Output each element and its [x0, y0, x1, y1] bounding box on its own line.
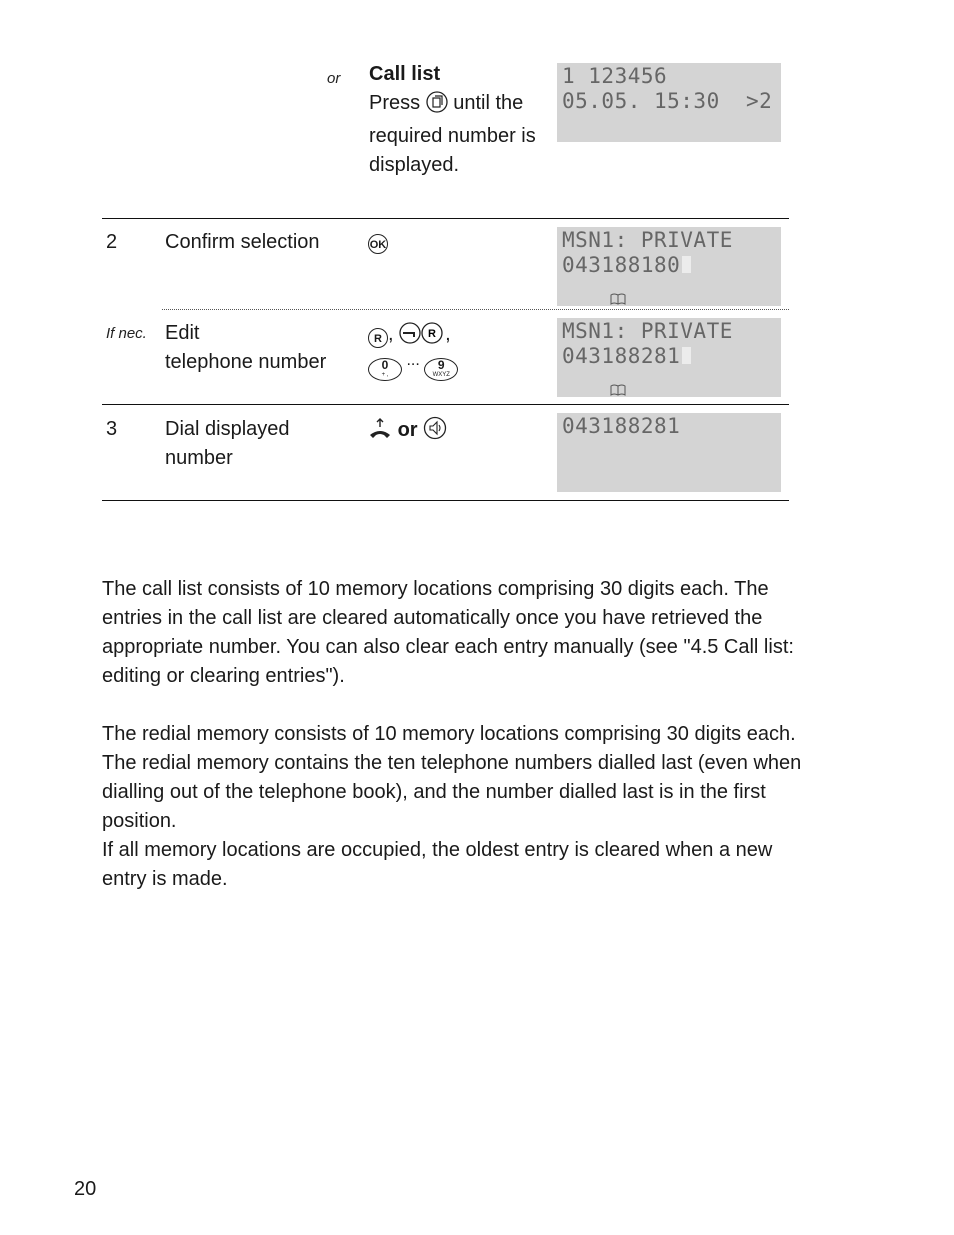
- phonebook-icon: [610, 376, 626, 402]
- step-number-3: 3: [106, 418, 118, 440]
- display-line-2: 043188180: [562, 252, 691, 278]
- dial-keys: [368, 416, 447, 449]
- if-nec-note: If nec.: [106, 325, 147, 342]
- redial-paragraph: [102, 720, 802, 894]
- cursor: [682, 256, 691, 273]
- paragraph-redial-1: The redial memory consists of 10 memory locations comprising 30 digits each.: [102, 723, 796, 745]
- press-text: Press: [369, 92, 421, 114]
- display-line-1: 1 123456: [562, 64, 668, 88]
- table-rule-dotted: [162, 309, 789, 310]
- phonebook-icon: [610, 285, 626, 311]
- key-9-icon: 9 WXYZ: [424, 358, 458, 381]
- display-call-list: [557, 63, 781, 142]
- cursor: [682, 347, 691, 364]
- scroll-key-icon: [426, 91, 448, 122]
- confirm-selection-label: Confirm selection: [165, 231, 320, 253]
- until-text: until the: [453, 92, 524, 114]
- or-word: or: [397, 419, 418, 441]
- comma: ,: [388, 323, 394, 345]
- handset-lift-icon: [368, 418, 392, 449]
- edit-label: Edit: [165, 322, 200, 344]
- edit-keys: [368, 320, 558, 353]
- display-line-2: 05.05. 15:30 >2: [562, 89, 773, 113]
- paragraph-redial-2: The redial memory contains the ten telephone numbers dialled last (even when dialling out of the telephone book), and the number dialled last is in the first position.: [102, 752, 802, 832]
- flash-r-key-icon: [399, 322, 445, 353]
- display-line-1: MSN1: PRIVATE: [562, 228, 733, 252]
- r-key-icon: R: [368, 328, 388, 348]
- digit-keys: [368, 352, 558, 381]
- page-number: 20: [74, 1178, 97, 1200]
- display-line-1: 043188281: [562, 414, 681, 438]
- or-label: or: [327, 70, 341, 87]
- call-list-paragraph: [102, 575, 802, 691]
- telephone-number-label: telephone number: [165, 351, 327, 373]
- comma: ,: [445, 323, 451, 345]
- dial-displayed-label: Dial displayed: [165, 418, 290, 440]
- ok-key-icon: OK: [368, 233, 388, 254]
- paragraph-call-list: The call list consists of 10 memory locations comprising 30 digits each. The entries in the call list are cleared automatically once you have retrieved the appropriate number. You can also clear each entry manually (see "4.5 Call list: editing or clearing entries").: [102, 578, 794, 687]
- key-0-icon: 0 + ,: [368, 358, 402, 381]
- paragraph-redial-3: If all memory locations are occupied, the oldest entry is cleared when a new entry is made.: [102, 839, 773, 890]
- call-list-line2: required number is: [369, 125, 536, 147]
- display-line-1: MSN1: PRIVATE: [562, 319, 733, 343]
- call-list-line3: displayed.: [369, 154, 460, 176]
- table-rule-top: [102, 218, 789, 219]
- ellipsis: ...: [406, 352, 420, 369]
- call-list-press-line: [369, 89, 554, 122]
- svg-text:R: R: [428, 328, 437, 340]
- display-line-2: 043188281: [562, 343, 691, 369]
- display-dial: [557, 413, 781, 492]
- table-rule-middle: [102, 404, 789, 405]
- table-rule-bottom: [102, 500, 789, 501]
- display-edit: [557, 318, 781, 397]
- step-number-2: 2: [106, 231, 118, 253]
- number-label: number: [165, 447, 233, 469]
- speaker-key-icon: [423, 416, 447, 449]
- display-confirm: [557, 227, 781, 306]
- call-list-heading: Call list: [369, 63, 441, 85]
- call-list-instructions: [369, 60, 554, 180]
